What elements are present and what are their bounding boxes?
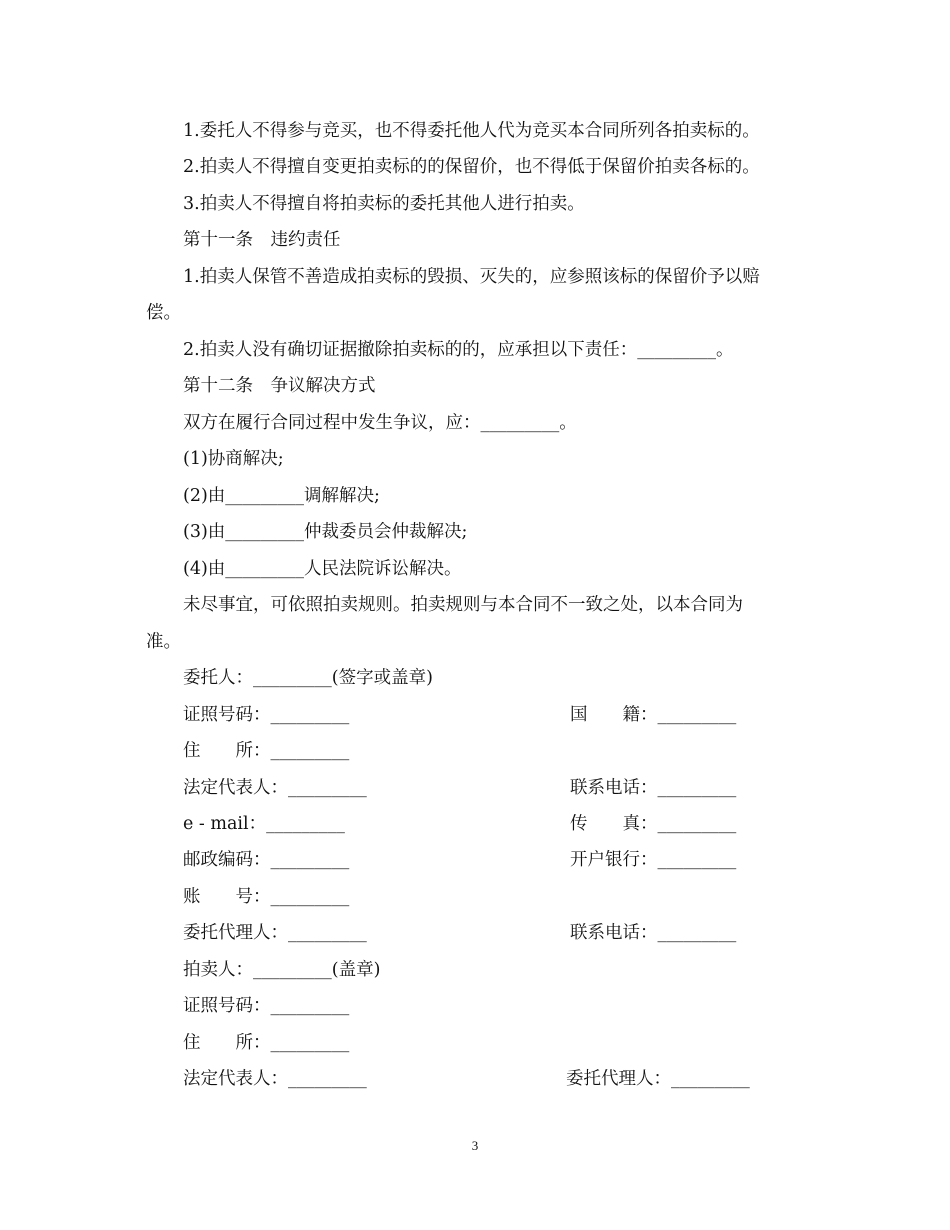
dispute-option-1: (1)协商解决; (183, 449, 284, 469)
remaining-matters-paragraph: 未尽事宜，可依照拍卖规则。拍卖规则与本合同不一致之处，以本合同为 (183, 595, 743, 615)
principal-account-field: 账 号：_________ (183, 887, 350, 907)
principal-bank-field: 开户银行：_________ (570, 850, 737, 870)
dispute-option-3: (3)由_________仲裁委员会仲裁解决; (183, 522, 468, 542)
clause-paragraph-3: 3.拍卖人不得擅自将拍卖标的委托其他人进行拍卖。 (183, 194, 585, 214)
clause-paragraph-4: 1.拍卖人保管不善造成拍卖标的毁损、灭失的，应参照该标的保留价予以赔 (183, 267, 760, 287)
page-number: 3 (471, 1138, 479, 1153)
principal-address-field: 住 所：_________ (183, 741, 350, 761)
principal-id-field: 证照号码：_________ (183, 705, 350, 725)
principal-legal-rep-field: 法定代表人：_________ (183, 778, 367, 798)
principal-phone-field: 联系电话：_________ (570, 778, 737, 798)
auctioneer-agent-field: 委托代理人：_________ (566, 1069, 750, 1089)
auctioneer-address-field: 住 所：_________ (183, 1033, 350, 1053)
dispute-option-4: (4)由_________人民法院诉讼解决。 (183, 559, 462, 579)
auctioneer-legal-rep-field: 法定代表人：_________ (183, 1069, 367, 1089)
article-12-heading: 第十二条 争议解决方式 (183, 376, 376, 396)
article-11-heading: 第十一条 违约责任 (183, 230, 341, 250)
principal-title: 委托人：_________(签字或盖章) (183, 668, 433, 688)
principal-agent-field: 委托代理人：_________ (183, 923, 367, 943)
clause-paragraph-4-continued: 偿。 (146, 303, 181, 323)
principal-agent-phone-field: 联系电话：_________ (570, 923, 737, 943)
principal-email-field: e - mail：_________ (183, 814, 345, 834)
dispute-paragraph: 双方在履行合同过程中发生争议，应：_________。 (183, 413, 577, 433)
clause-paragraph-5: 2.拍卖人没有确切证据撤除拍卖标的的，应承担以下责任：_________。 (183, 340, 734, 360)
principal-fax-field: 传 真：_________ (570, 814, 737, 834)
auctioneer-id-field: 证照号码：_________ (183, 996, 350, 1016)
auctioneer-title: 拍卖人：_________(盖章) (183, 960, 381, 980)
principal-nationality-field: 国 籍：_________ (570, 705, 737, 725)
clause-paragraph-1: 1.委托人不得参与竞买，也不得委托他人代为竞买本合同所列各拍卖标的。 (183, 121, 760, 141)
remaining-matters-continued: 准。 (146, 632, 181, 652)
principal-postcode-field: 邮政编码：_________ (183, 850, 350, 870)
dispute-option-2: (2)由_________调解解决; (183, 486, 380, 506)
clause-paragraph-2: 2.拍卖人不得擅自变更拍卖标的的保留价，也不得低于保留价拍卖各标的。 (183, 157, 760, 177)
